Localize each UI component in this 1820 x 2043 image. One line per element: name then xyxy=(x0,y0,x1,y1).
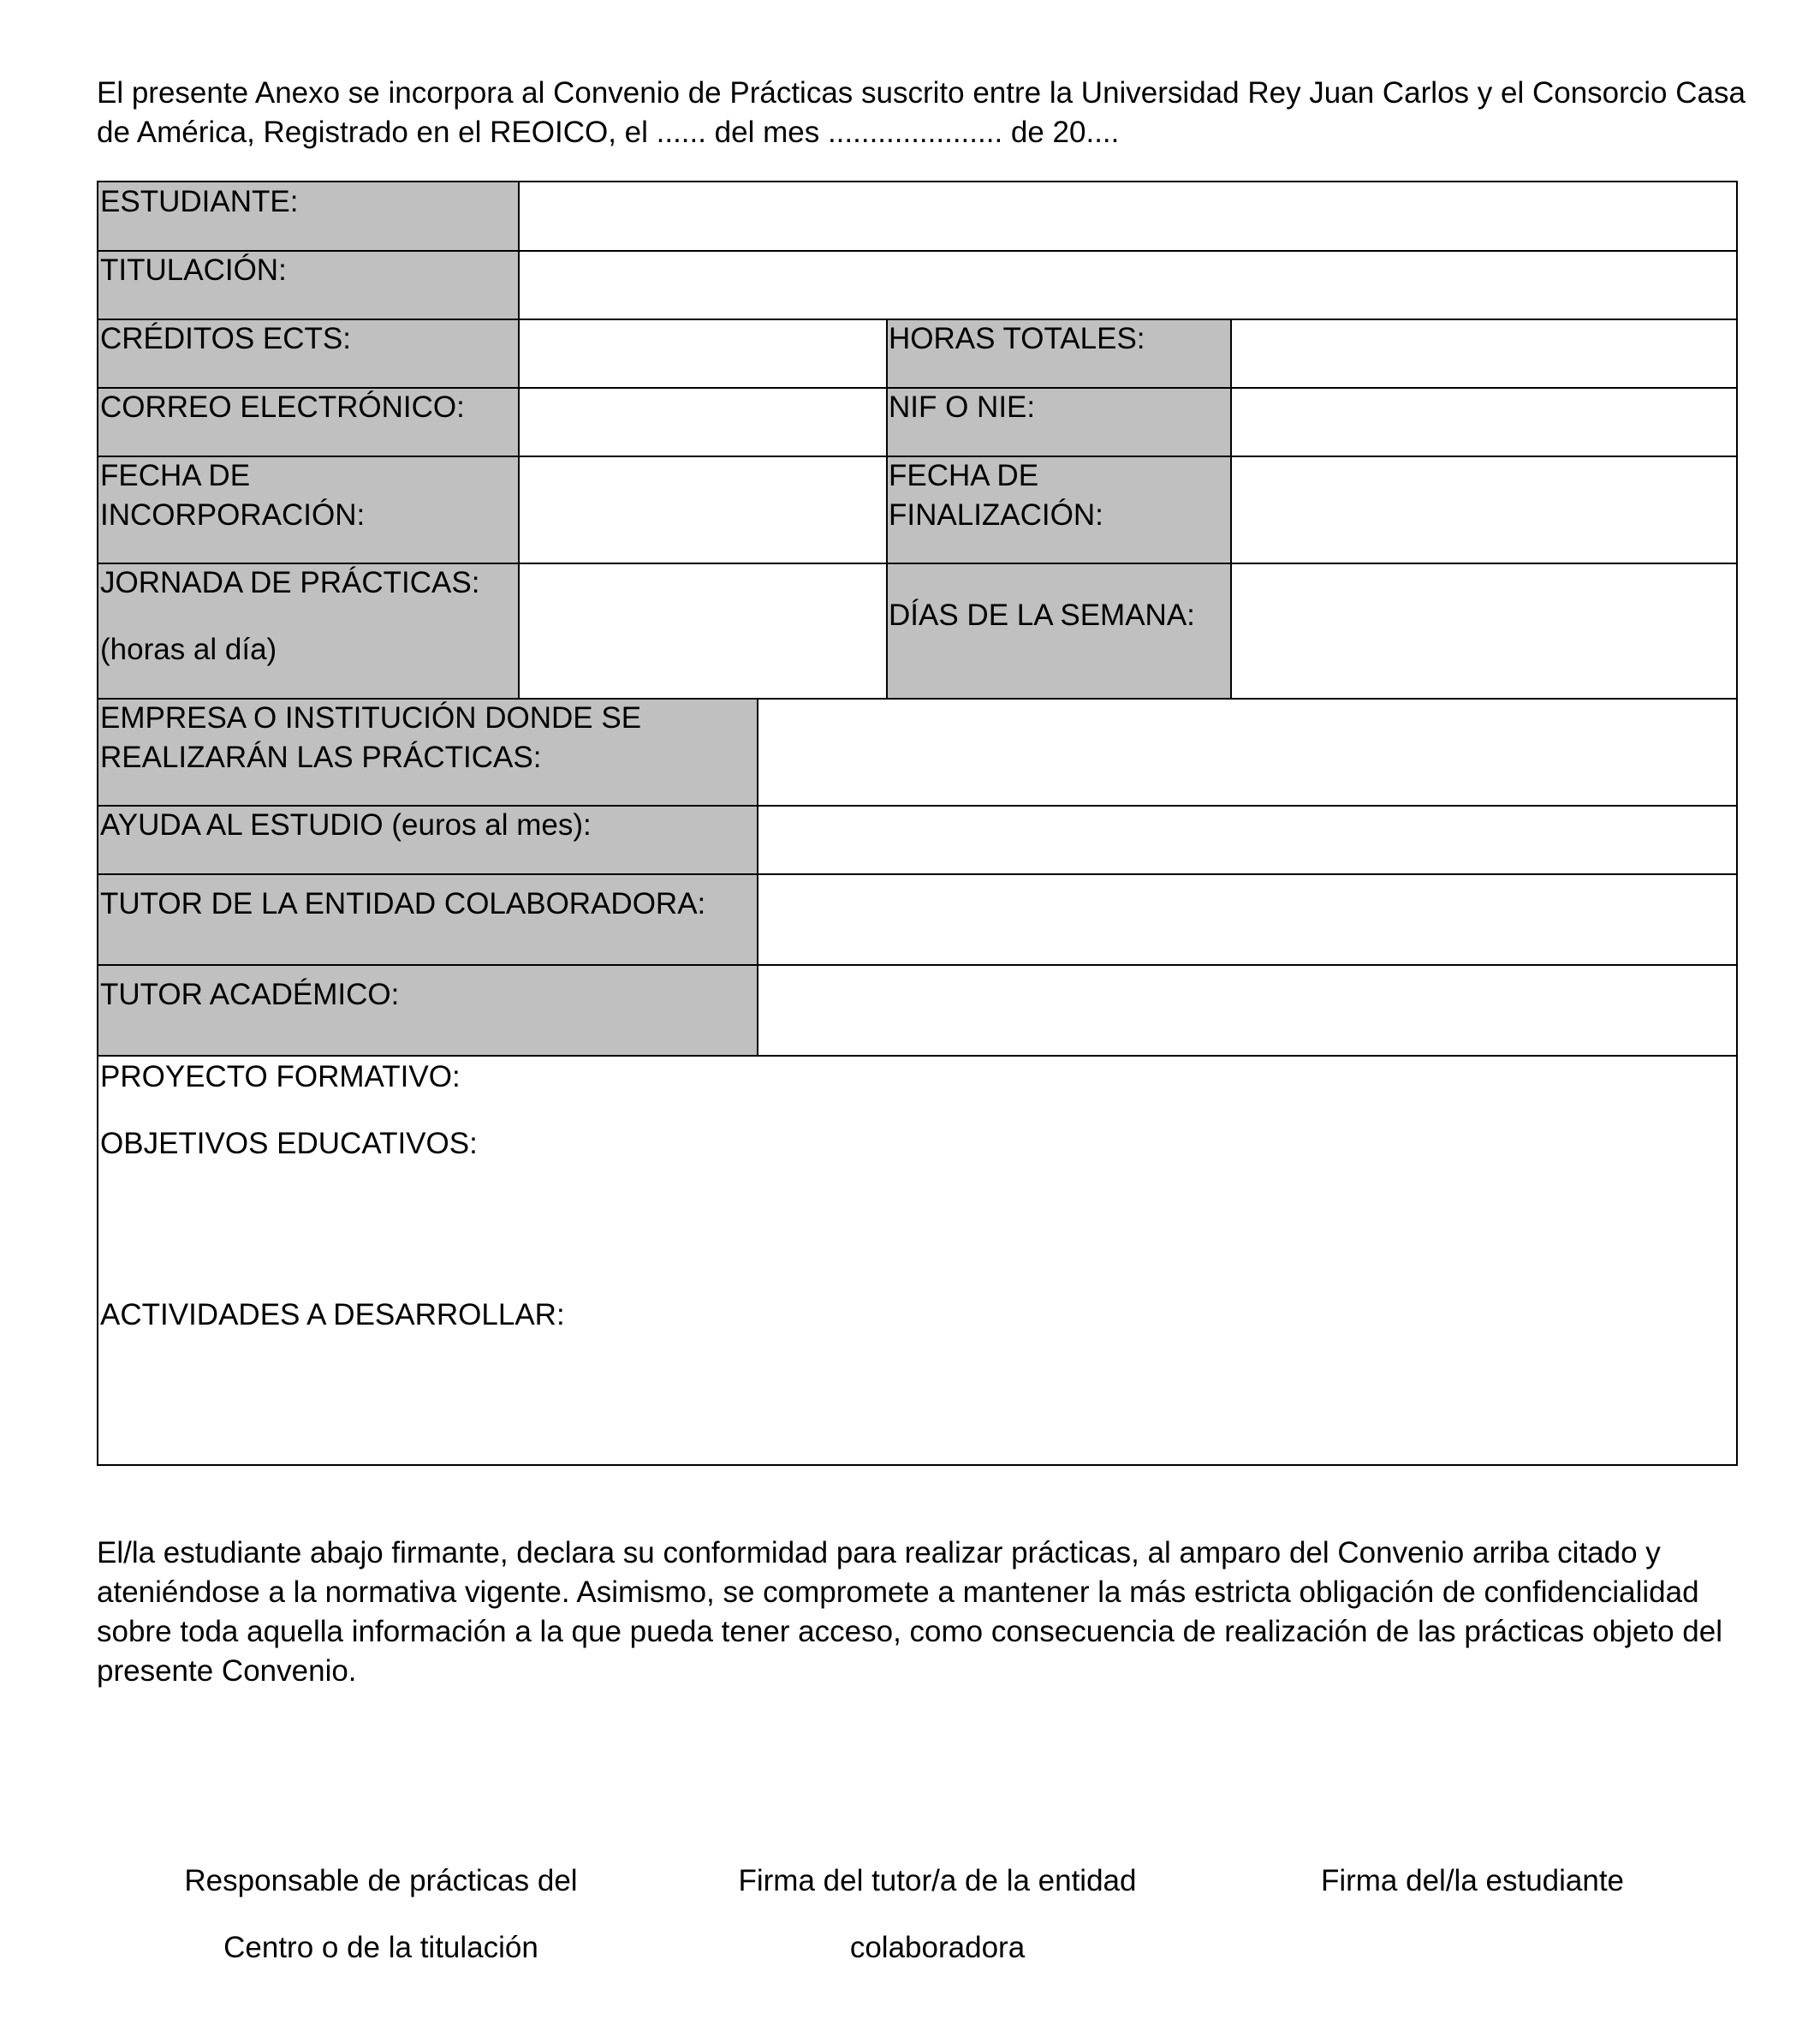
field-titulacion[interactable] xyxy=(519,251,1736,319)
signature-tutor-entidad xyxy=(685,1848,1190,1981)
objetivos-educativos-label: OBJETIVOS EDUCATIVOS: xyxy=(100,1127,478,1160)
signature-responsable-line2: Centro o de la titulación xyxy=(223,1931,538,1964)
row-divider xyxy=(98,250,1736,252)
signature-estudiante-label: Firma del/la estudiante xyxy=(1320,1864,1625,1897)
field-horas-totales[interactable] xyxy=(1231,319,1736,388)
field-creditos-ects[interactable] xyxy=(519,319,887,388)
label-creditos-ects: CRÉDITOS ECTS: xyxy=(98,319,519,388)
signature-responsable xyxy=(128,1848,633,1981)
project-section[interactable] xyxy=(98,1056,1736,1464)
row-divider xyxy=(98,563,1736,564)
label-titulacion: TITULACIÓN: xyxy=(98,251,519,319)
signature-tutor-line1: Firma del tutor/a de la entidad xyxy=(738,1864,1137,1897)
row-divider xyxy=(98,873,1736,875)
label-horas-totales: HORAS TOTALES: xyxy=(887,319,1231,388)
field-fecha-incorporacion[interactable] xyxy=(519,456,887,563)
project-formativo-label: PROYECTO FORMATIVO: xyxy=(100,1060,461,1093)
intro-paragraph: El presente Anexo se incorpora al Convenio de Prácticas suscrito entre la Universidad Rey Juan Carlos y el Consorcio Casa de América, Registrado en el REOICO, el ...... del mes ..................... de 20.... xyxy=(97,76,1746,149)
column-divider xyxy=(757,699,758,1056)
signature-tutor-line2: colaboradora xyxy=(849,1931,1026,1964)
label-fecha-incorporacion: FECHA DE INCORPORACIÓN: xyxy=(98,456,519,563)
field-correo-electronico[interactable] xyxy=(519,388,887,456)
label-ayuda-estudio: AYUDA AL ESTUDIO (euros al mes): xyxy=(98,806,758,874)
label-nif-nie: NIF O NIE: xyxy=(887,388,1231,456)
label-empresa-institucion: EMPRESA O INSTITUCIÓN DONDE SE REALIZARÁN LAS PRÁCTICAS: xyxy=(98,699,758,806)
row-divider xyxy=(98,964,1736,966)
actividades-desarrollar-label: ACTIVIDADES A DESARROLLAR: xyxy=(100,1298,565,1331)
field-tutor-academico[interactable] xyxy=(758,965,1736,1056)
field-jornada-practicas[interactable] xyxy=(519,563,887,699)
column-divider xyxy=(1230,319,1232,699)
label-correo-electronico: CORREO ELECTRÓNICO: xyxy=(98,388,519,456)
label-estudiante: ESTUDIANTE: xyxy=(98,182,519,251)
field-tutor-entidad[interactable] xyxy=(758,874,1736,965)
row-divider xyxy=(98,319,1736,320)
label-dias-semana: DÍAS DE LA SEMANA: xyxy=(887,563,1231,699)
jornada-label-text: JORNADA DE PRÁCTICAS: xyxy=(100,566,480,599)
signature-estudiante xyxy=(1233,1848,1712,1915)
row-divider xyxy=(98,456,1736,457)
declaration-paragraph: El/la estudiante abajo firmante, declara su conformidad para realizar prácticas, al amparo del Convenio arriba citado y ateniéndose a la normativa vigente. Asimismo, se compromete a mantener la más estricta obligación de confidencialidad sobre toda aquella información a la que pueda tener acceso, como consecuencia de realización de las prácticas objeto del presente Convenio. xyxy=(97,1536,1722,1688)
field-empresa-institucion[interactable] xyxy=(758,699,1736,806)
column-divider xyxy=(518,182,520,699)
column-divider xyxy=(886,319,888,699)
row-divider xyxy=(98,387,1736,389)
field-estudiante[interactable] xyxy=(519,182,1736,251)
field-dias-semana[interactable] xyxy=(1231,563,1736,699)
jornada-note-text: (horas al día) xyxy=(100,633,277,666)
field-nif-nie[interactable] xyxy=(1231,388,1736,456)
row-divider xyxy=(98,805,1736,807)
row-divider xyxy=(98,698,1736,700)
signature-responsable-line1: Responsable de prácticas del xyxy=(184,1864,578,1897)
label-fecha-finalizacion: FECHA DE FINALIZACIÓN: xyxy=(887,456,1231,563)
field-ayuda-estudio[interactable] xyxy=(758,806,1736,874)
row-divider xyxy=(98,1055,1736,1057)
practice-form-table xyxy=(97,181,1738,1466)
field-fecha-finalizacion[interactable] xyxy=(1231,456,1736,563)
label-jornada-practicas xyxy=(98,563,519,699)
label-tutor-entidad: TUTOR DE LA ENTIDAD COLABORADORA: xyxy=(98,874,758,965)
label-tutor-academico: TUTOR ACADÉMICO: xyxy=(98,965,758,1056)
